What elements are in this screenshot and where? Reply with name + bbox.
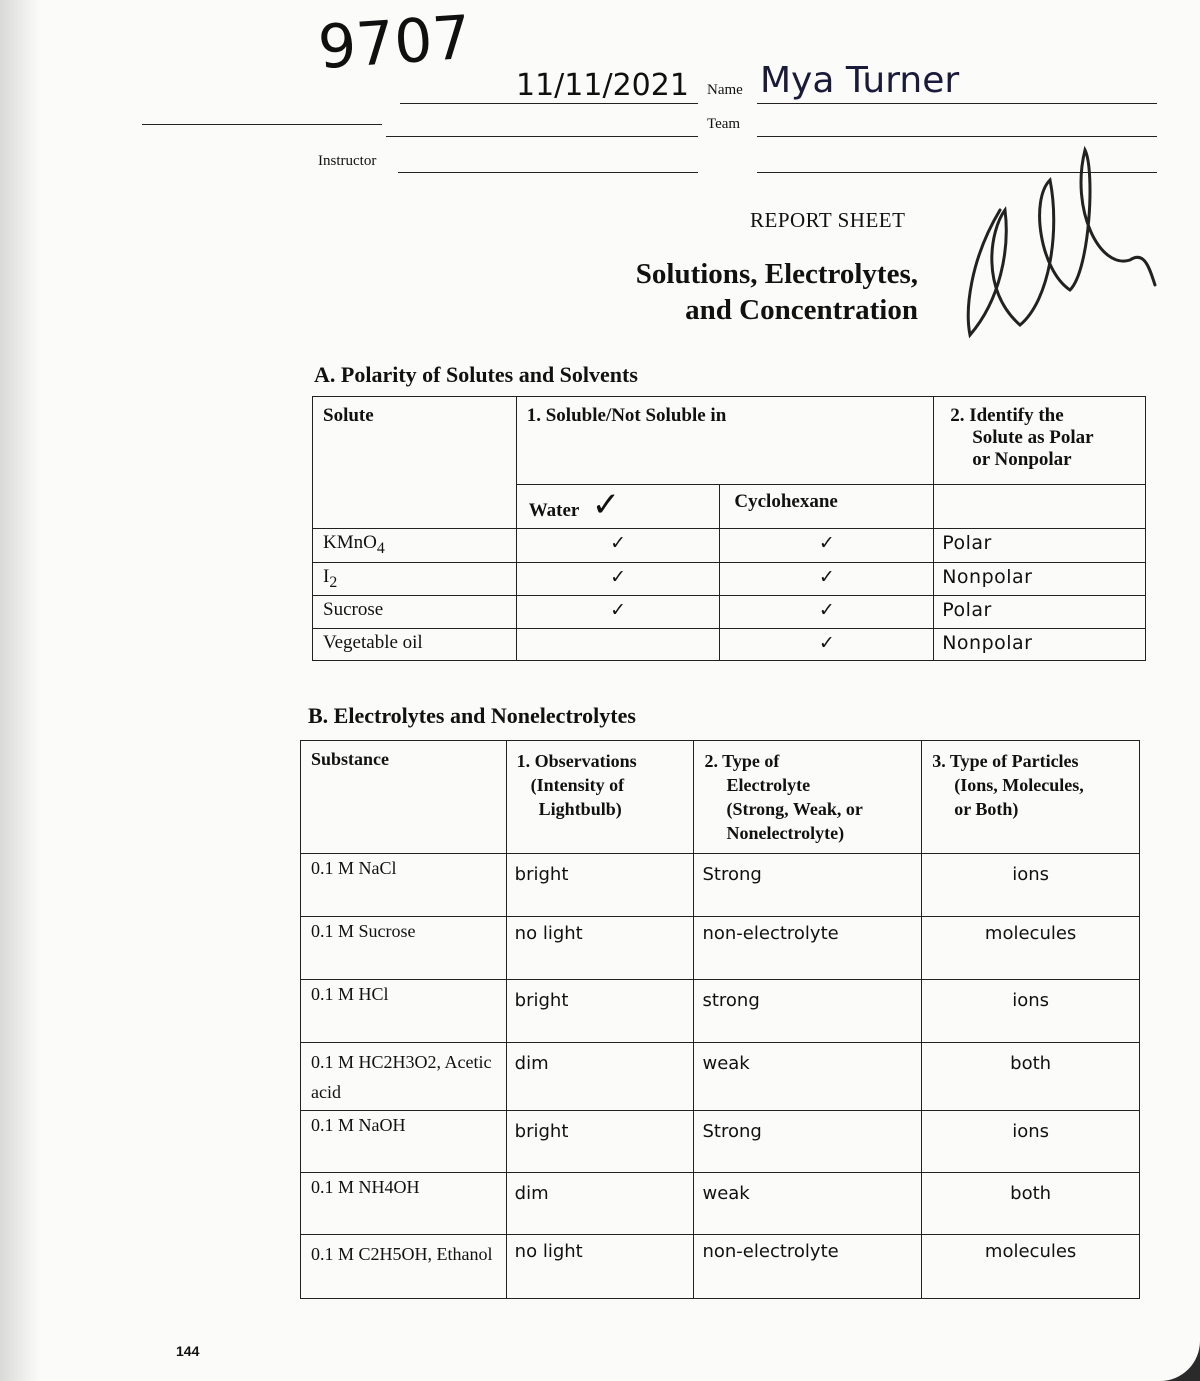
electrolytes-table [300,740,1140,1299]
section-b-title: B. Electrolytes and Nonelectrolytes [308,703,636,728]
solute-cell: $I_2$ [313,563,517,596]
type-answer: non-electrolyte [694,917,922,980]
col-header-identify-l1: 2. Identify the [950,405,1064,426]
instructor-label: Instructor [318,153,377,169]
col-header-soluble: 1. Soluble/Not Soluble in [516,397,933,485]
subheader-water-label: Water [528,500,580,521]
water-check-icon: ✓ [516,563,720,596]
observation-answer: no light [506,917,694,980]
subheader-empty [934,485,1146,529]
observation-answer: dim [506,1173,694,1235]
particles-answer: molecules [922,917,1140,980]
table-row [301,1235,1140,1299]
subheader-cyclohexane: Cyclohexane [720,485,934,529]
polarity-answer: Polar [934,529,1146,563]
team-label: Team [707,116,741,132]
left-top-line [142,124,382,125]
cyclohexane-check-icon: ✓ [720,563,934,596]
cyclohexane-check-icon: ✓ [720,628,934,661]
cyclohexane-check-icon: ✓ [720,595,934,628]
table-row [301,1043,1140,1111]
date-line [400,103,698,104]
col-header-particles-l3: or Both) [954,799,1019,819]
table-row [301,1111,1140,1173]
col-header-identify-l3: or Nonpolar [972,449,1072,470]
lab-title [500,256,918,328]
report-sheet-heading: REPORT SHEET [750,208,906,232]
type-answer: weak [694,1173,922,1235]
type-answer: non-electrolyte [694,1235,922,1299]
col-header-identify [934,397,1146,485]
table-row [313,628,1146,661]
subheader-water [516,485,720,529]
col-header-observations-l3: Lightbulb) [538,799,622,819]
corner-handwritten-note: 9707 [315,2,473,84]
page-number: 144 [176,1343,200,1359]
date-second-line [386,136,698,137]
particles-answer: molecules [922,1235,1140,1299]
cyclohexane-check-icon: ✓ [720,529,934,563]
team-line [757,136,1157,137]
col-header-particles [922,741,1140,854]
instructor-signature [960,140,1160,350]
solute-cell: Sucrose [313,595,517,628]
page-edge-shadow [0,0,40,1381]
col-header-observations-l1: 1. Observations [516,751,637,771]
type-answer: Strong [694,1111,922,1173]
solute-cell: KMnO$_4$ [313,529,517,563]
lab-title-line2: and Concentration [685,294,918,326]
col-header-identify-l2: Solute as Polar [972,427,1094,448]
table-row [313,563,1146,596]
substance-cell: 0.1 M Sucrose [301,917,507,980]
polarity-answer: Nonpolar [934,628,1146,661]
observation-answer: bright [506,1111,694,1173]
observation-answer: bright [506,854,694,917]
observation-answer: dim [506,1043,694,1111]
lab-title-line1: Solutions, Electrolytes, [635,258,918,290]
substance-cell: 0.1 M NH4OH [301,1173,507,1235]
col-header-type-l2: Electrolyte [726,775,811,795]
name-value: Mya Turner [760,60,960,101]
polarity-answer: Nonpolar [934,563,1146,596]
col-header-type-l3: (Strong, Weak, or [726,799,863,819]
table-row [301,854,1140,917]
substance-cell: 0.1 M HC2H3O2, Acetic acid [301,1043,507,1111]
water-check-icon: ✓ [516,529,720,563]
polarity-table [312,396,1146,661]
water-check-icon [516,628,720,661]
observation-answer: bright [506,980,694,1043]
table-row [301,980,1140,1043]
instructor-line [398,172,698,173]
substance-cell: 0.1 M NaCl [301,854,507,917]
polarity-answer: Polar [934,595,1146,628]
table-row [301,1173,1140,1235]
name-line [757,103,1157,104]
date-value: 11/11/2021 [516,68,689,103]
table-row [313,595,1146,628]
table-row [313,529,1146,563]
type-answer: Strong [694,854,922,917]
type-answer: strong [694,980,922,1043]
table-row [301,917,1140,980]
col-header-type-l1: 2. Type of [704,751,780,771]
observation-answer: no light [506,1235,694,1299]
solute-cell: Vegetable oil [313,628,517,661]
checkmark-icon: ✓ [591,485,621,525]
col-header-type-l4: Nonelectrolyte) [726,823,845,843]
particles-answer: ions [922,980,1140,1043]
col-header-observations [506,741,694,854]
col-header-substance: Substance [301,741,507,854]
type-answer: weak [694,1043,922,1111]
particles-answer: both [922,1043,1140,1111]
col-header-solute: Solute [313,397,517,529]
substance-cell: 0.1 M HCl [301,980,507,1043]
particles-answer: ions [922,1111,1140,1173]
section-a-title: A. Polarity of Solutes and Solvents [314,362,638,387]
particles-answer: ions [922,854,1140,917]
water-check-icon: ✓ [516,595,720,628]
col-header-type [694,741,922,854]
particles-answer: both [922,1173,1140,1235]
name-label: Name [707,82,743,98]
substance-cell: 0.1 M C2H5OH, Ethanol [301,1235,507,1299]
col-header-observations-l2: (Intensity of [530,775,625,795]
col-header-particles-l2: (Ions, Molecules, [954,775,1084,795]
col-header-particles-l1: 3. Type of Particles [932,751,1079,771]
substance-cell: 0.1 M NaOH [301,1111,507,1173]
